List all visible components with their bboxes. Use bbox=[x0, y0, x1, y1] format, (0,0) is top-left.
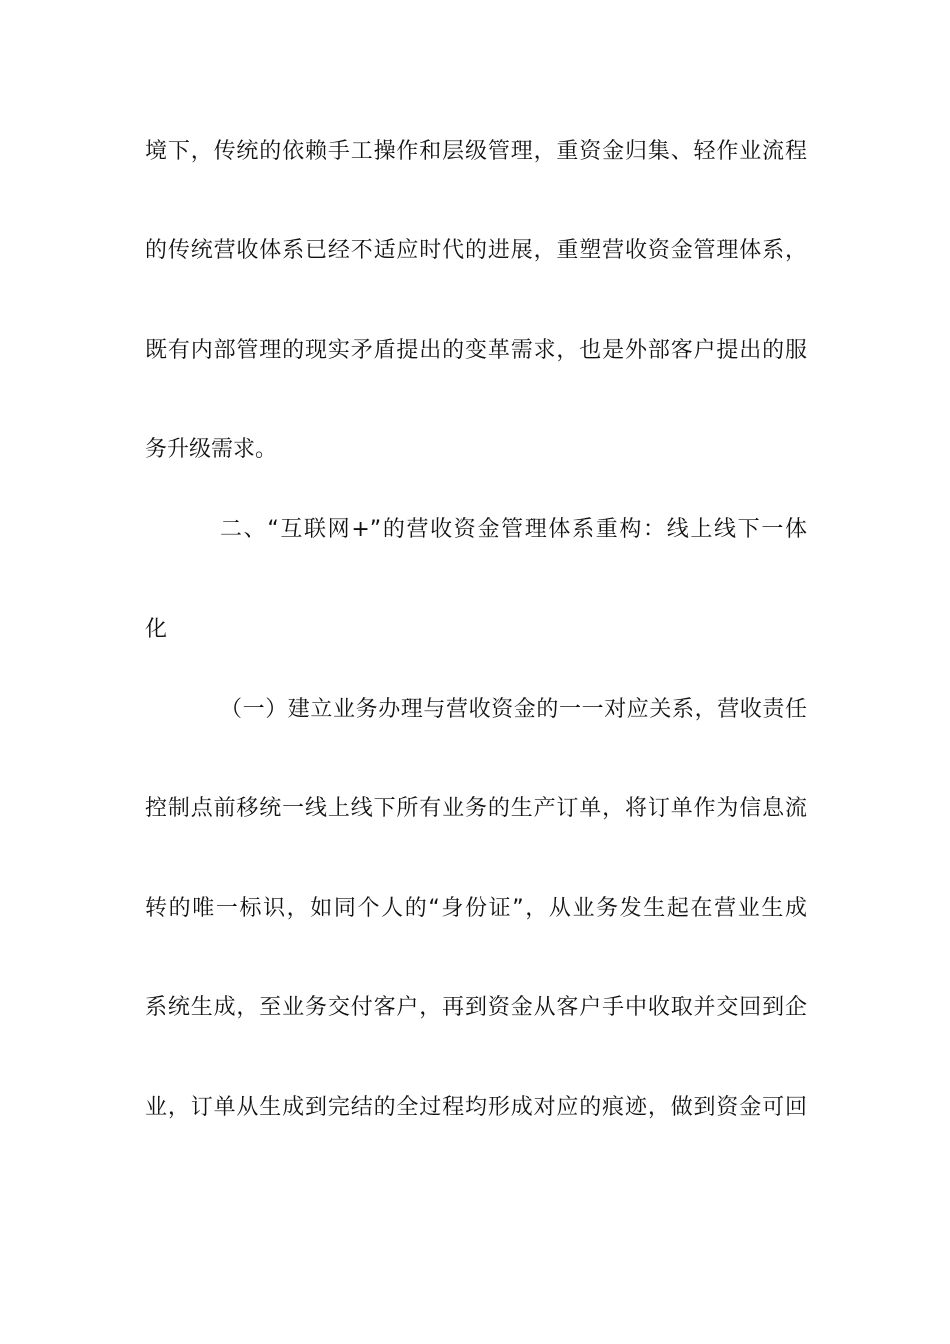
paragraph-2-line-2: 控制点前移统一线上线下所有业务的生产订单，将订单作为信息流 bbox=[145, 796, 807, 821]
paragraph-2-line-1: （一）建立业务办理与营收资金的一一对应关系，营收责任 bbox=[220, 697, 807, 722]
paragraph-2-line-4: 系统生成，至业务交付客户，再到资金从客户手中收取并交回到企 bbox=[145, 995, 807, 1020]
paragraph-1-line-1: 境下，传统的依赖手工操作和层级管理，重资金归集、轻作业流程 bbox=[145, 139, 807, 164]
section-heading-line-2: 化 bbox=[145, 617, 168, 642]
paragraph-2-line-3: 转的唯一标识，如同个人的“身份证”，从业务发生起在营业生成 bbox=[145, 896, 807, 921]
paragraph-1-line-3: 既有内部管理的现实矛盾提出的变革需求，也是外部客户提出的服 bbox=[145, 338, 807, 363]
paragraph-1-line-2: 的传统营收体系已经不适应时代的进展，重塑营收资金管理体系， bbox=[145, 238, 807, 263]
paragraph-2-line-5: 业，订单从生成到完结的全过程均形成对应的痕迹，做到资金可回 bbox=[145, 1095, 807, 1120]
paragraph-1-line-4: 务升级需求。 bbox=[145, 437, 278, 462]
section-heading-line-1: 二、“互联网+”的营收资金管理体系重构：线上线下一体 bbox=[220, 517, 807, 542]
